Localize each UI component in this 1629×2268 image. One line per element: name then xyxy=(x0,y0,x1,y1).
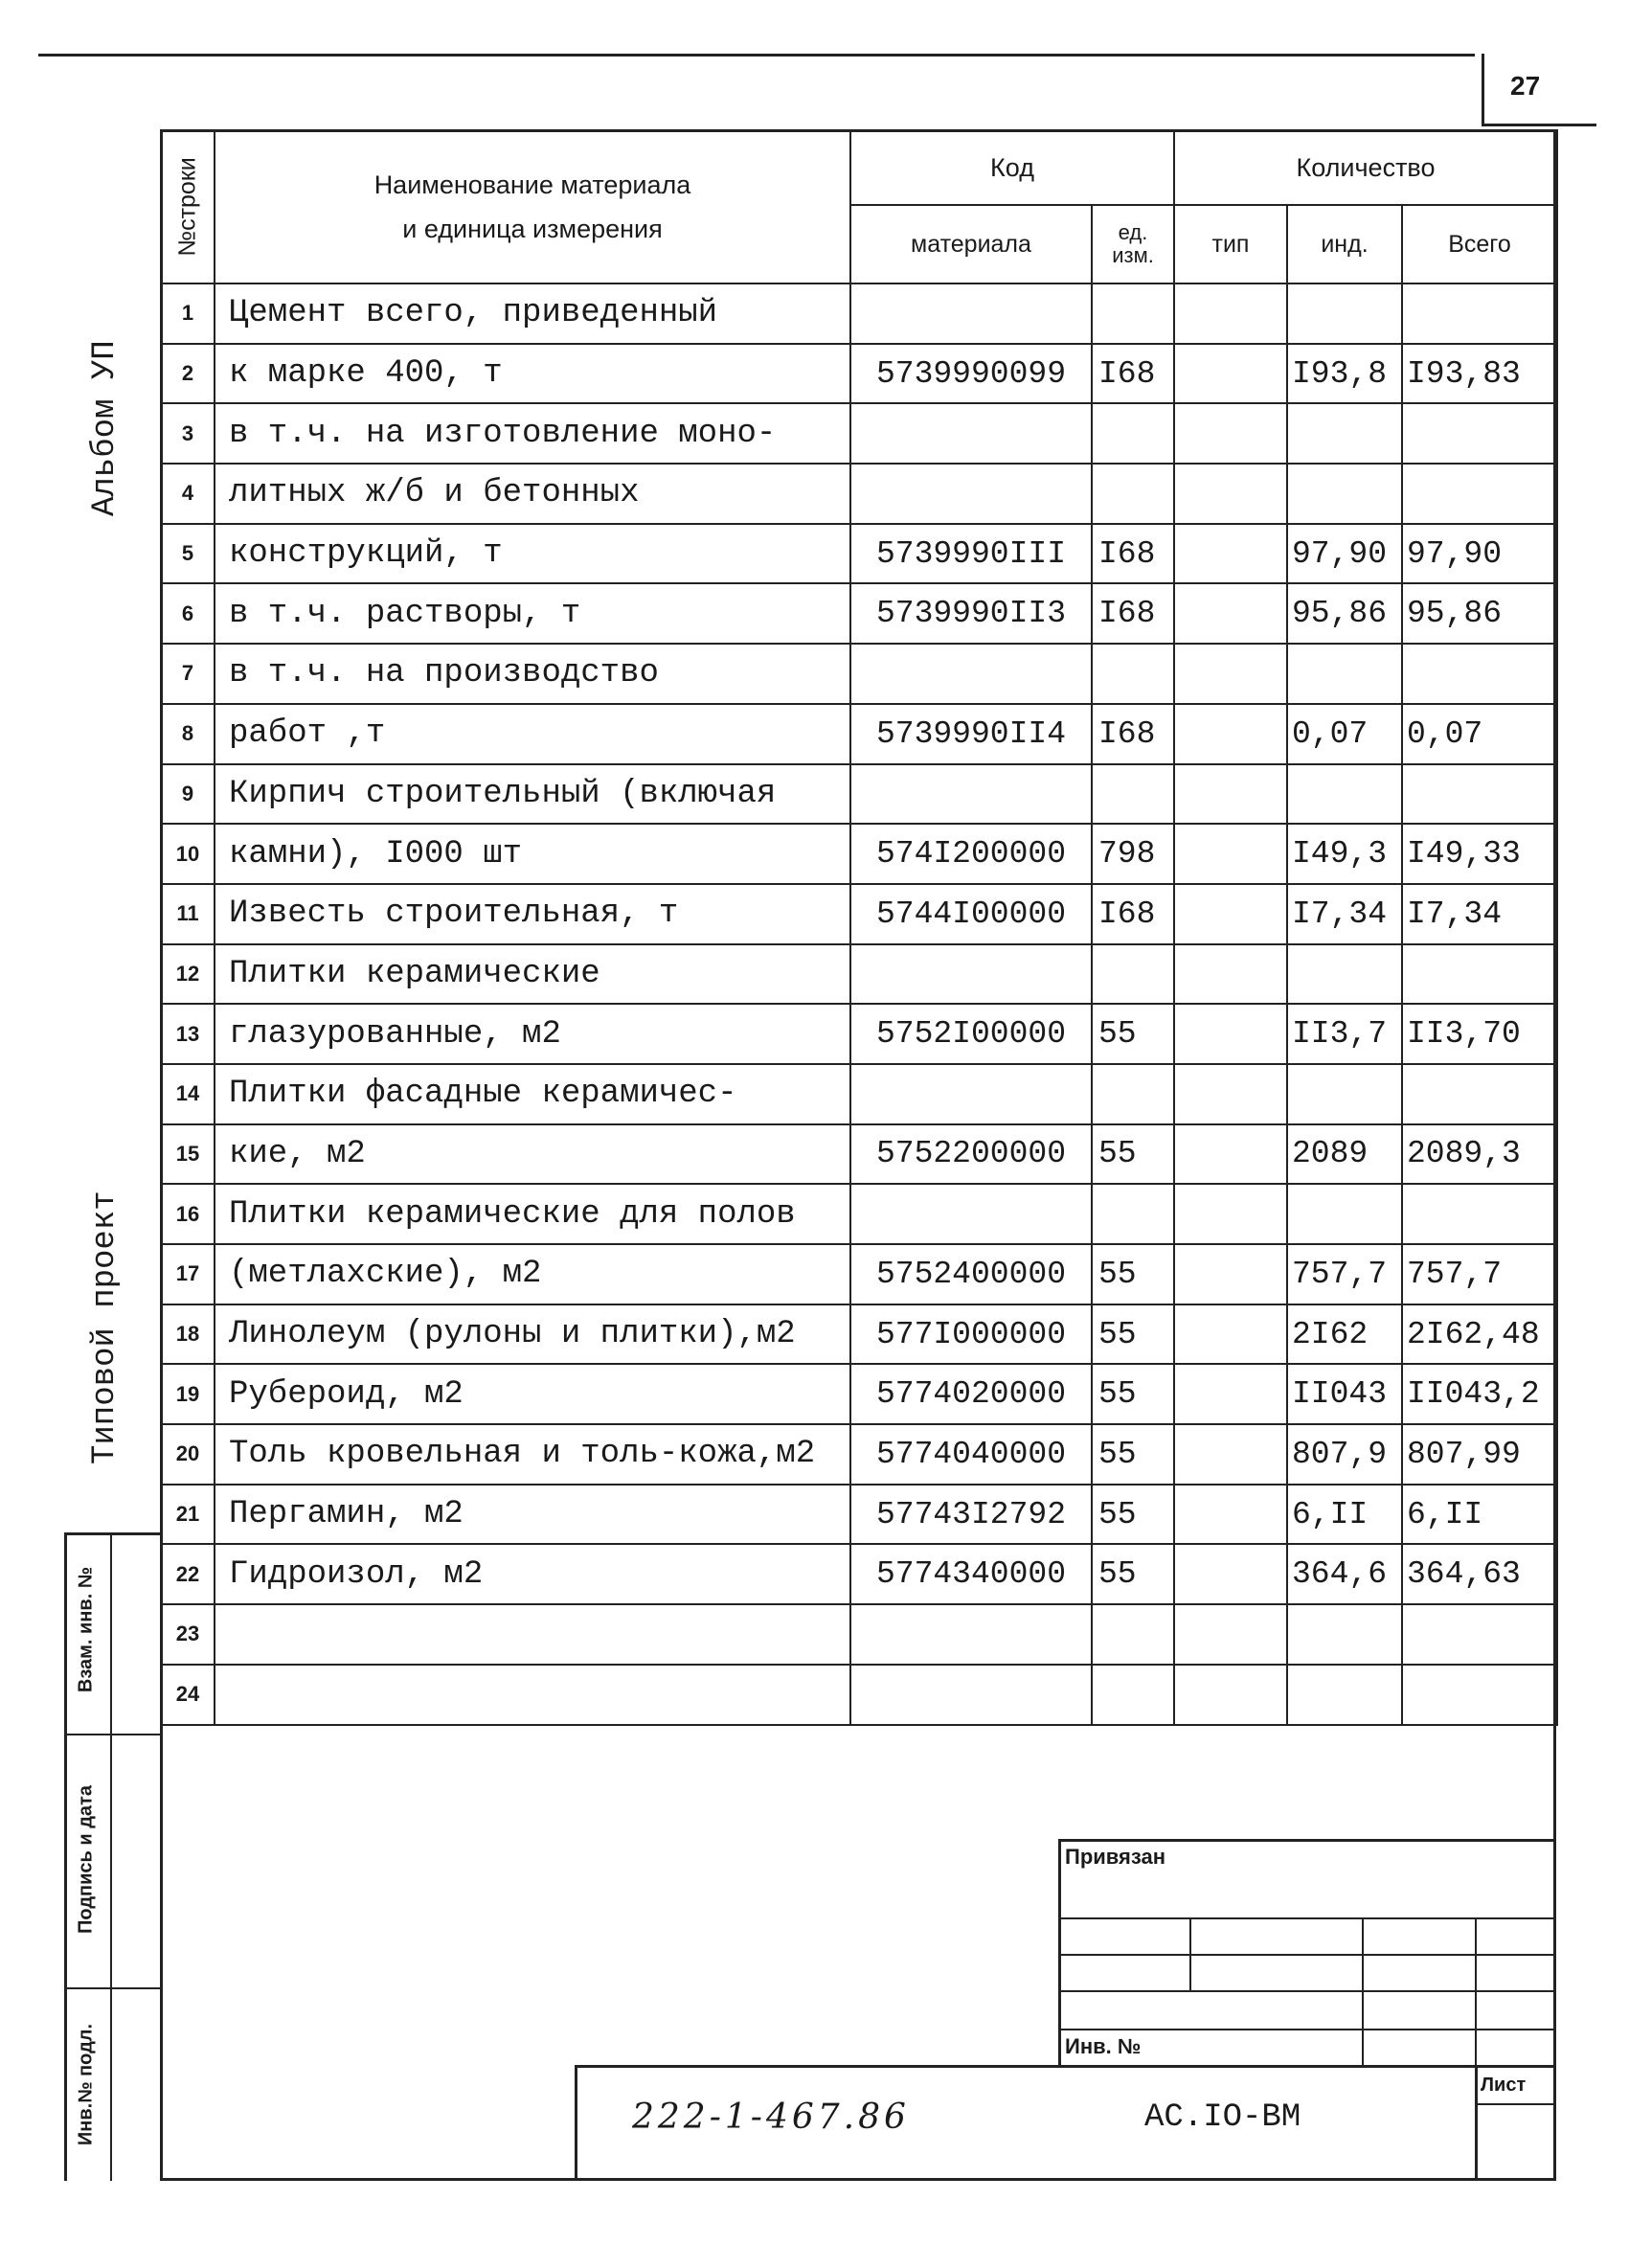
qty-individual-cell xyxy=(1287,1665,1402,1725)
qty-individual-cell xyxy=(1287,1184,1402,1244)
material-code-cell xyxy=(850,284,1092,344)
material-code-cell: 5752400000 xyxy=(850,1244,1092,1304)
material-name-cell: в т.ч. растворы, т xyxy=(215,583,850,644)
material-code-cell xyxy=(850,464,1092,524)
header-quantity: Количество xyxy=(1174,130,1557,205)
qty-type-cell xyxy=(1174,764,1287,825)
qty-type-cell xyxy=(1174,403,1287,464)
material-name-cell: кие, м2 xyxy=(215,1124,850,1185)
material-name-cell: в т.ч. на производство xyxy=(215,644,850,704)
qty-type-cell xyxy=(1174,824,1287,884)
qty-total-cell xyxy=(1402,1184,1557,1244)
material-name-cell: Плитки фасадные керамичес- xyxy=(215,1064,850,1124)
materials-table-body xyxy=(161,284,1557,1725)
qty-type-cell xyxy=(1174,884,1287,944)
side-stamp-line xyxy=(64,1734,160,1735)
unit-code-cell: 798 xyxy=(1092,824,1174,884)
side-caption-album: Альбом УП xyxy=(87,340,124,516)
table-row xyxy=(161,1244,1557,1304)
material-name-cell: к марке 400, т xyxy=(215,344,850,404)
table-row xyxy=(161,824,1557,884)
table-row xyxy=(161,1004,1557,1064)
qty-total-cell: I49,33 xyxy=(1402,824,1557,884)
unit-code-cell: 55 xyxy=(1092,1424,1174,1485)
row-number-cell: 20 xyxy=(161,1424,215,1485)
table-row xyxy=(161,583,1557,644)
binding-line xyxy=(1058,1917,1556,1919)
material-code-cell: 577I000000 xyxy=(850,1304,1092,1365)
material-name-cell: (метлахские), м2 xyxy=(215,1244,850,1304)
table-row xyxy=(161,764,1557,825)
qty-individual-cell: 2089 xyxy=(1287,1124,1402,1185)
side-caption-project: Типовой проект xyxy=(87,1191,124,1464)
unit-code-cell: 55 xyxy=(1092,1544,1174,1604)
header-name-line2: и единица измерения xyxy=(402,215,663,243)
qty-individual-cell xyxy=(1287,644,1402,704)
stamp-label-replacement-inv: Взам. инв. № xyxy=(75,1566,97,1693)
qty-type-cell xyxy=(1174,1364,1287,1424)
header-name-line1: Наименование материала xyxy=(373,170,691,199)
unit-code-cell: I68 xyxy=(1092,583,1174,644)
binding-block xyxy=(1058,1839,1556,2065)
table-row xyxy=(161,1485,1557,1545)
qty-type-cell xyxy=(1174,1244,1287,1304)
row-number-cell: 24 xyxy=(161,1665,215,1725)
unit-code-cell: 55 xyxy=(1092,1124,1174,1185)
qty-total-cell: 364,63 xyxy=(1402,1544,1557,1604)
row-number-cell: 22 xyxy=(161,1544,215,1604)
table-row xyxy=(161,1544,1557,1604)
qty-total-cell: 2089,3 xyxy=(1402,1124,1557,1185)
sheet-cell-line xyxy=(1475,2103,1556,2105)
qty-type-cell xyxy=(1174,344,1287,404)
material-name-cell: Толь кровельная и толь-кожа,м2 xyxy=(215,1424,850,1485)
row-number-cell: 6 xyxy=(161,583,215,644)
material-name-cell xyxy=(215,1665,850,1725)
qty-total-cell: 0,07 xyxy=(1402,704,1557,764)
binding-label: Привязан xyxy=(1065,1845,1166,1869)
stamp-label-signature-date: Подпись и дата xyxy=(75,1785,97,1934)
material-code-cell: 5774340000 xyxy=(850,1544,1092,1604)
qty-total-cell: II043,2 xyxy=(1402,1364,1557,1424)
qty-individual-cell: 757,7 xyxy=(1287,1244,1402,1304)
material-name-cell: в т.ч. на изготовление моно- xyxy=(215,403,850,464)
qty-type-cell xyxy=(1174,464,1287,524)
row-number-cell: 19 xyxy=(161,1364,215,1424)
table-row xyxy=(161,403,1557,464)
unit-code-cell: I68 xyxy=(1092,344,1174,404)
material-name-cell: Цемент всего, приведенный xyxy=(215,284,850,344)
material-code-cell: 5774020000 xyxy=(850,1364,1092,1424)
unit-code-cell: 55 xyxy=(1092,1364,1174,1424)
qty-total-cell xyxy=(1402,644,1557,704)
qty-individual-cell: 97,90 xyxy=(1287,524,1402,584)
unit-code-cell: 55 xyxy=(1092,1004,1174,1064)
material-code-cell: 5739990III xyxy=(850,524,1092,584)
qty-individual-cell: I49,3 xyxy=(1287,824,1402,884)
qty-individual-cell: I7,34 xyxy=(1287,884,1402,944)
unit-code-cell xyxy=(1092,1064,1174,1124)
qty-type-cell xyxy=(1174,284,1287,344)
material-code-cell xyxy=(850,1184,1092,1244)
qty-total-cell: I7,34 xyxy=(1402,884,1557,944)
qty-type-cell xyxy=(1174,704,1287,764)
header-row-number xyxy=(161,130,215,284)
row-number-cell: 15 xyxy=(161,1124,215,1185)
material-code-cell xyxy=(850,644,1092,704)
table-row xyxy=(161,344,1557,404)
header-code-unit xyxy=(1092,205,1174,284)
qty-type-cell xyxy=(1174,644,1287,704)
unit-code-cell: I68 xyxy=(1092,704,1174,764)
unit-code-cell: 55 xyxy=(1092,1304,1174,1365)
binding-vline xyxy=(1475,1917,1477,2065)
stamp-label-original-inv: Инв.№ подл. xyxy=(75,2023,97,2146)
qty-total-cell xyxy=(1402,464,1557,524)
qty-individual-cell xyxy=(1287,764,1402,825)
qty-total-cell: II3,70 xyxy=(1402,1004,1557,1064)
material-code-cell xyxy=(850,1064,1092,1124)
qty-type-cell xyxy=(1174,1665,1287,1725)
qty-type-cell xyxy=(1174,1424,1287,1485)
unit-code-cell xyxy=(1092,764,1174,825)
unit-code-cell: 55 xyxy=(1092,1485,1174,1545)
material-name-cell: Гидроизол, м2 xyxy=(215,1544,850,1604)
unit-code-cell xyxy=(1092,644,1174,704)
qty-total-cell xyxy=(1402,1604,1557,1665)
table-row xyxy=(161,644,1557,704)
header-code: Код xyxy=(850,130,1174,205)
qty-individual-cell: 95,86 xyxy=(1287,583,1402,644)
qty-total-cell: 757,7 xyxy=(1402,1244,1557,1304)
page-number: 27 xyxy=(1510,71,1541,101)
header-unit-line2: изм. xyxy=(1112,243,1154,267)
material-code-cell xyxy=(850,764,1092,825)
header-row-number-label: №строки xyxy=(173,157,201,257)
material-code-cell xyxy=(850,403,1092,464)
table-row xyxy=(161,1184,1557,1244)
material-code-cell: 5752I00000 xyxy=(850,1004,1092,1064)
unit-code-cell: I68 xyxy=(1092,884,1174,944)
qty-type-cell xyxy=(1174,1304,1287,1365)
binding-line xyxy=(1058,1954,1556,1956)
unit-code-cell xyxy=(1092,464,1174,524)
row-number-cell: 8 xyxy=(161,704,215,764)
table-row xyxy=(161,1424,1557,1485)
header-qty-individual: инд. xyxy=(1287,205,1402,284)
qty-total-cell xyxy=(1402,403,1557,464)
qty-total-cell xyxy=(1402,944,1557,1005)
material-name-cell: камни), I000 шт xyxy=(215,824,850,884)
qty-individual-cell: 6,II xyxy=(1287,1485,1402,1545)
row-number-cell: 12 xyxy=(161,944,215,1005)
material-name-cell: Пергамин, м2 xyxy=(215,1485,850,1545)
row-number-cell: 21 xyxy=(161,1485,215,1545)
material-code-cell xyxy=(850,944,1092,1005)
qty-total-cell xyxy=(1402,1064,1557,1124)
qty-individual-cell: 364,6 xyxy=(1287,1544,1402,1604)
table-row xyxy=(161,884,1557,944)
qty-type-cell xyxy=(1174,583,1287,644)
material-name-cell: Рубероид, м2 xyxy=(215,1364,850,1424)
qty-total-cell: 97,90 xyxy=(1402,524,1557,584)
sheet-label: Лист xyxy=(1481,2075,1527,2096)
header-qty-type: тип xyxy=(1174,205,1287,284)
row-number-cell: 17 xyxy=(161,1244,215,1304)
material-name-cell xyxy=(215,1604,850,1665)
material-code-cell: 5774040000 xyxy=(850,1424,1092,1485)
material-code-cell: 5739990II3 xyxy=(850,583,1092,644)
qty-type-cell xyxy=(1174,1064,1287,1124)
material-code-cell xyxy=(850,1665,1092,1725)
row-number-cell: 13 xyxy=(161,1004,215,1064)
qty-individual-cell: II043 xyxy=(1287,1364,1402,1424)
top-rule xyxy=(38,54,1475,57)
qty-individual-cell: 0,07 xyxy=(1287,704,1402,764)
row-number-cell: 2 xyxy=(161,344,215,404)
binding-line xyxy=(1058,1990,1556,1992)
material-name-cell: Известь строительная, т xyxy=(215,884,850,944)
unit-code-cell: 55 xyxy=(1092,1244,1174,1304)
row-number-cell: 9 xyxy=(161,764,215,825)
qty-total-cell xyxy=(1402,284,1557,344)
material-name-cell: Кирпич строительный (включая xyxy=(215,764,850,825)
qty-total-cell: I93,83 xyxy=(1402,344,1557,404)
material-code-cell: 57743I2792 xyxy=(850,1485,1092,1545)
material-code-cell: 5744I00000 xyxy=(850,884,1092,944)
row-number-cell: 14 xyxy=(161,1064,215,1124)
table-row xyxy=(161,524,1557,584)
row-number-cell: 5 xyxy=(161,524,215,584)
header-qty-total: Всего xyxy=(1402,205,1557,284)
material-name-cell: глазурованные, м2 xyxy=(215,1004,850,1064)
material-name-cell: литных ж/б и бетонных xyxy=(215,464,850,524)
table-row xyxy=(161,1364,1557,1424)
material-name-cell: Плитки керамические для полов xyxy=(215,1184,850,1244)
qty-total-cell xyxy=(1402,1665,1557,1725)
binding-vline xyxy=(1362,1917,1364,2065)
binding-vline xyxy=(1189,1917,1191,1990)
row-number-cell: 23 xyxy=(161,1604,215,1665)
unit-code-cell xyxy=(1092,944,1174,1005)
material-code-cell: 574I200000 xyxy=(850,824,1092,884)
qty-individual-cell: 807,9 xyxy=(1287,1424,1402,1485)
qty-individual-cell xyxy=(1287,284,1402,344)
material-name-cell: конструкций, т xyxy=(215,524,850,584)
header-code-material: материала xyxy=(850,205,1092,284)
document-number: 222-1-467.86 xyxy=(632,2098,910,2137)
unit-code-cell xyxy=(1092,1665,1174,1725)
material-code-cell: 5739990II4 xyxy=(850,704,1092,764)
material-name-cell: Линолеум (рулоны и плитки),м2 xyxy=(215,1304,850,1365)
table-row xyxy=(161,464,1557,524)
qty-individual-cell xyxy=(1287,1064,1402,1124)
material-code-cell: 5752200000 xyxy=(850,1124,1092,1185)
qty-total-cell: 95,86 xyxy=(1402,583,1557,644)
document-mark: АС.IO-ВМ xyxy=(1144,2099,1301,2136)
row-number-cell: 7 xyxy=(161,644,215,704)
qty-total-cell: 6,II xyxy=(1402,1485,1557,1545)
materials-table xyxy=(160,129,1558,1726)
material-name-cell: работ ,т xyxy=(215,704,850,764)
material-code-cell: 5739990099 xyxy=(850,344,1092,404)
qty-type-cell xyxy=(1174,944,1287,1005)
qty-type-cell xyxy=(1174,1485,1287,1545)
table-row xyxy=(161,944,1557,1005)
material-name-cell: Плитки керамические xyxy=(215,944,850,1005)
row-number-cell: 1 xyxy=(161,284,215,344)
material-code-cell xyxy=(850,1604,1092,1665)
qty-total-cell: 807,99 xyxy=(1402,1424,1557,1485)
row-number-cell: 16 xyxy=(161,1184,215,1244)
qty-type-cell xyxy=(1174,524,1287,584)
row-number-cell: 11 xyxy=(161,884,215,944)
unit-code-cell: I68 xyxy=(1092,524,1174,584)
table-row xyxy=(161,1064,1557,1124)
side-stamp-divider xyxy=(110,1532,112,2181)
qty-total-cell: 2I62,48 xyxy=(1402,1304,1557,1365)
unit-code-cell xyxy=(1092,1184,1174,1244)
qty-individual-cell xyxy=(1287,403,1402,464)
header-unit-line1: ед. xyxy=(1118,220,1148,244)
qty-type-cell xyxy=(1174,1004,1287,1064)
table-row xyxy=(161,1124,1557,1185)
qty-type-cell xyxy=(1174,1604,1287,1665)
qty-individual-cell: 2I62 xyxy=(1287,1304,1402,1365)
unit-code-cell xyxy=(1092,284,1174,344)
table-row xyxy=(161,1604,1557,1665)
binding-line xyxy=(1058,2029,1556,2030)
row-number-cell: 18 xyxy=(161,1304,215,1365)
unit-code-cell xyxy=(1092,403,1174,464)
qty-type-cell xyxy=(1174,1544,1287,1604)
qty-individual-cell: II3,7 xyxy=(1287,1004,1402,1064)
table-row xyxy=(161,1665,1557,1725)
table-row xyxy=(161,1304,1557,1365)
table-row xyxy=(161,284,1557,344)
qty-individual-cell xyxy=(1287,1604,1402,1665)
qty-type-cell xyxy=(1174,1124,1287,1185)
row-number-cell: 4 xyxy=(161,464,215,524)
qty-individual-cell xyxy=(1287,464,1402,524)
qty-individual-cell xyxy=(1287,944,1402,1005)
table-row xyxy=(161,704,1557,764)
row-number-cell: 10 xyxy=(161,824,215,884)
header-material-name xyxy=(215,130,850,284)
row-number-cell: 3 xyxy=(161,403,215,464)
qty-total-cell xyxy=(1402,764,1557,825)
qty-individual-cell: I93,8 xyxy=(1287,344,1402,404)
qty-type-cell xyxy=(1174,1184,1287,1244)
inv-no-label: Инв. № xyxy=(1065,2034,1142,2058)
unit-code-cell xyxy=(1092,1604,1174,1665)
